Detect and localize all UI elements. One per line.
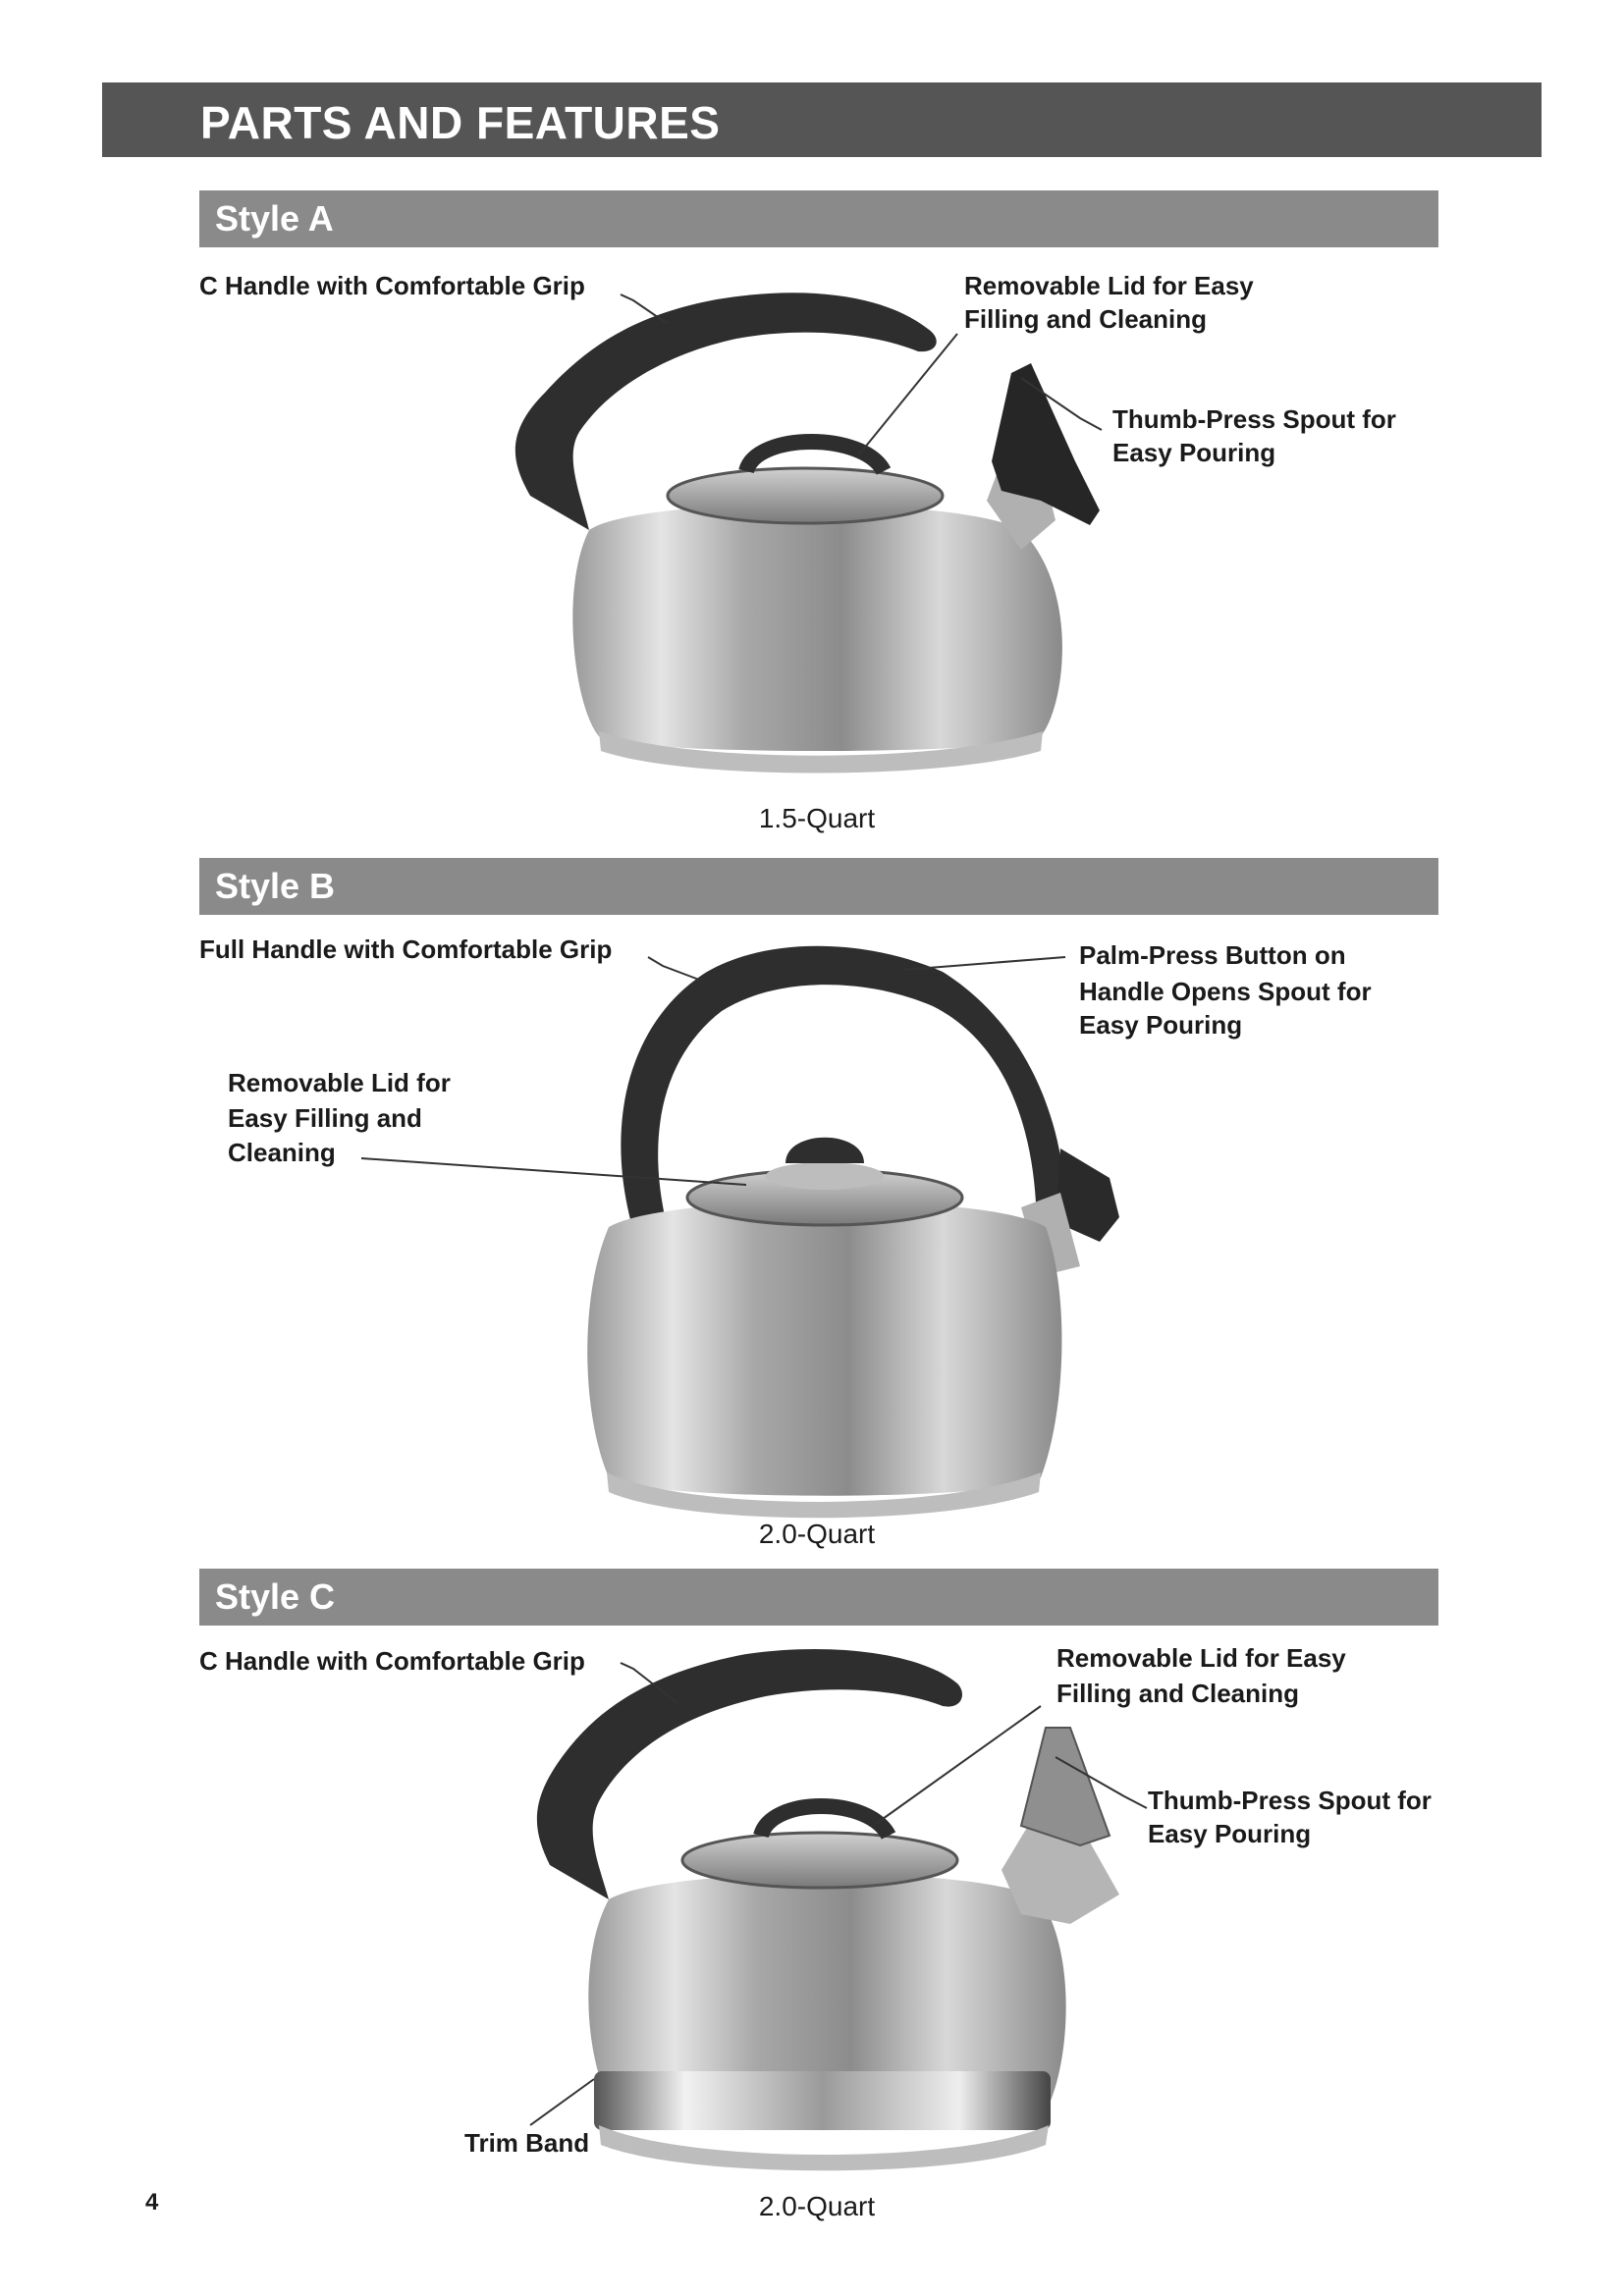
style-a-handle-label: C Handle with Comfortable Grip [199, 271, 585, 300]
style-b-capacity-caption: 2.0-Quart [758, 1519, 876, 1549]
style-c-handle-label: C Handle with Comfortable Grip [199, 1646, 585, 1676]
style-a-title: Style A [215, 198, 334, 239]
style-c-kettle [537, 1649, 1119, 2170]
style-c-lid-label-line2: Filling and Cleaning [1056, 1679, 1299, 1708]
style-b-lid-label-line2: Easy Filling and [228, 1103, 422, 1133]
style-c-capacity-caption: 2.0-Quart [758, 2191, 876, 2221]
style-b-lid-label-line3: Cleaning [228, 1138, 336, 1167]
style-b-lid-label-line1: Removable Lid for [228, 1068, 451, 1097]
style-a-capacity-caption: 1.5-Quart [758, 803, 876, 833]
page-title: PARTS AND FEATURES [200, 97, 721, 148]
page-number: 4 [145, 2189, 159, 2216]
style-a-lid-label-line1: Removable Lid for Easy [964, 271, 1254, 300]
trim-band [594, 2071, 1051, 2130]
style-b-handle-label: Full Handle with Comfortable Grip [199, 934, 613, 964]
style-c-trim-band-label: Trim Band [464, 2128, 590, 2158]
style-b-kettle [587, 946, 1119, 1519]
style-a-spout-label-line1: Thumb-Press Spout for [1112, 404, 1396, 434]
style-c-lid-label-line1: Removable Lid for Easy [1056, 1643, 1346, 1673]
style-a-lid-label-line2: Filling and Cleaning [964, 304, 1207, 334]
style-b-button-label-line2: Handle Opens Spout for [1079, 977, 1372, 1006]
style-c-spout-label-line1: Thumb-Press Spout for [1148, 1786, 1432, 1815]
style-b-title: Style B [215, 866, 336, 906]
style-c-spout-label-line2: Easy Pouring [1148, 1819, 1312, 1848]
style-a-kettle [515, 293, 1100, 773]
style-c-title: Style C [215, 1576, 336, 1617]
style-b-button-label-line3: Easy Pouring [1079, 1010, 1243, 1040]
style-a-spout-label-line2: Easy Pouring [1112, 438, 1276, 467]
style-b-button-label-line1: Palm-Press Button on [1079, 940, 1346, 970]
